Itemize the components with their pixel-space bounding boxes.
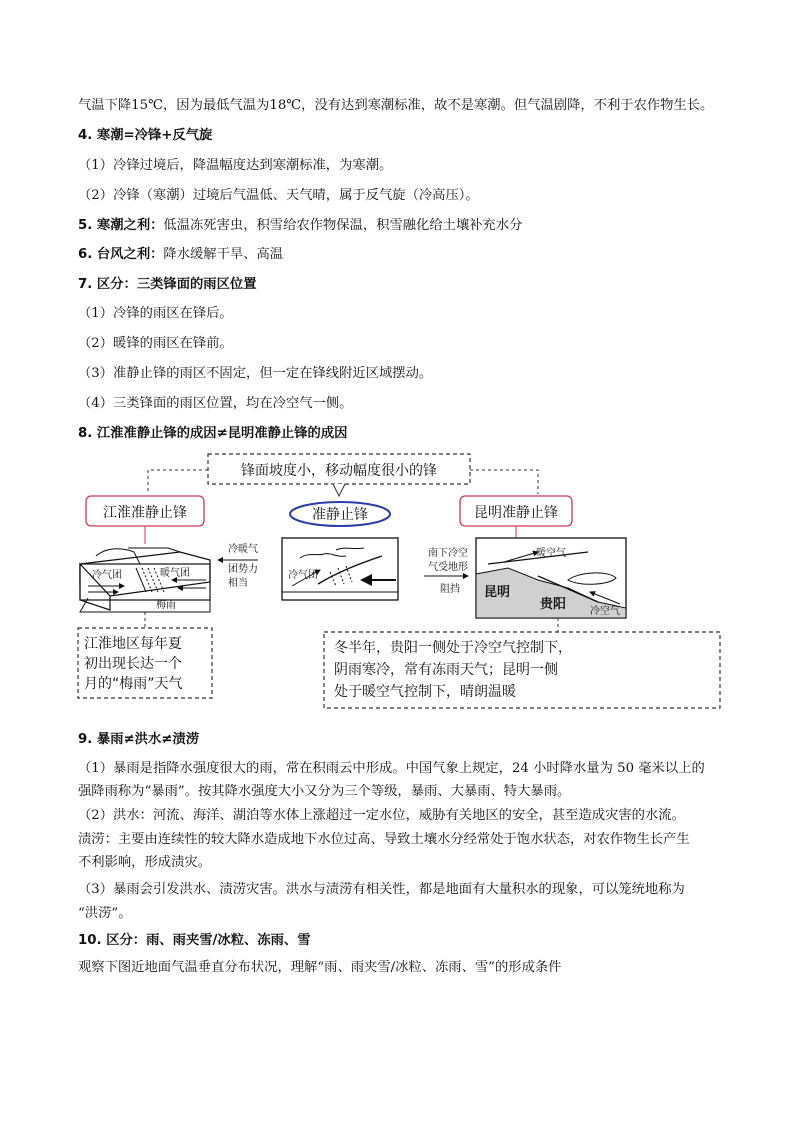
text-line: 不利影响，形成渍灾。 xyxy=(78,855,211,870)
bottom-right-note-line-1: 冬半年，贵阳一侧处于冷空气控制下， xyxy=(334,640,572,656)
left-rain-label: 梅雨 xyxy=(156,600,176,611)
left-cold-mass-label: 冷气团 xyxy=(92,570,122,581)
connector-pointer xyxy=(333,484,345,496)
front-diagram xyxy=(68,452,728,714)
text-line: （3）准静止锋的雨区不固定，但一定在锋线附近区域摆动。 xyxy=(78,366,433,381)
section-heading: 5. 寒潮之利： xyxy=(78,218,164,233)
right-diagram xyxy=(424,538,626,632)
text-span: 降水缓解干旱、高温 xyxy=(163,247,284,262)
bottom-left-note-line-2: 初出现长达一个 xyxy=(84,656,182,672)
left-note-line-1: 冷暖气 xyxy=(228,544,258,555)
right-title: 昆明准静止锋 xyxy=(474,505,558,521)
text-line: （2）洪水：河流、海洋、湖泊等水体上涨超过一定水位，威胁有关地区的安全，甚至造成灾害的水流。 xyxy=(78,808,685,823)
left-title: 江淮准静止锋 xyxy=(103,505,187,521)
text-span: 低温冻死害虫，积雪给农作物保温，积雪融化给土壤补充水分 xyxy=(163,218,523,233)
top-label: 锋面坡度小，移动幅度很小的锋 xyxy=(241,463,437,479)
section-heading: 10. 区分：雨、雨夹雪/冰粒、冻雨、雪 xyxy=(78,933,311,948)
connector-right xyxy=(470,470,538,494)
text-line xyxy=(78,216,728,236)
bottom-left-note-line-3: 月的“梅雨”天气 xyxy=(84,676,183,692)
left-block-diagram xyxy=(80,548,210,612)
right-note-line-3: 阻挡 xyxy=(440,584,460,595)
text-line xyxy=(78,245,728,265)
center-diagram xyxy=(282,538,398,600)
bottom-left-note-line-1: 江淮地区每年夏 xyxy=(84,636,182,652)
text-line: （2）暖锋的雨区在锋前。 xyxy=(78,336,233,351)
text-line: （3）暴雨会引发洪水、渍涝灾害。洪水与渍涝有相关性，都是地面有大量积水的现象，可以笼统地称为 xyxy=(78,882,685,897)
left-note-line-3: 相当 xyxy=(228,578,248,589)
text-line: （1）暴雨是指降水强度很大的雨，常在积雨云中形成。中国气象上规定，24 小时降水量为 50 毫米以上的 xyxy=(78,761,705,776)
right-note-line-1: 南下冷空 xyxy=(428,548,468,559)
right-note-line-2: 气受地形 xyxy=(428,562,468,573)
right-warm-air-label: 暖空气 xyxy=(536,548,566,559)
center-title: 准静止锋 xyxy=(312,507,368,523)
text-line: 观察下图近地面气温垂直分布状况，理解“雨、雨夹雪/冰粒、冻雨、雪”的形成条件 xyxy=(78,960,562,975)
section-heading: 7. 区分：三类锋面的雨区位置 xyxy=(78,277,257,292)
text-line: 强降雨称为“暴雨”。按其降水强度大小又分为三个等级，暴雨、大暴雨、特大暴雨。 xyxy=(78,784,571,799)
section-heading: 4. 寒潮=冷锋+反气旋 xyxy=(78,128,213,143)
text-line: （2）冷锋（寒潮）过境后气温低、天气晴，属于反气旋（冷高压）。 xyxy=(78,188,479,203)
connector-left xyxy=(148,470,208,494)
bottom-right-note-line-3: 处于暖空气控制下，晴朗温暖 xyxy=(334,684,516,700)
front-diagram-svg xyxy=(68,452,728,714)
right-guiyang-label: 贵阳 xyxy=(540,597,567,612)
left-note-line-2: 团势力 xyxy=(228,564,258,575)
center-cold-mass-label: 冷气团 xyxy=(288,570,318,581)
text-line: （1）冷锋过境后，降温幅度达到寒潮标准，为寒潮。 xyxy=(78,158,393,173)
text-line: 气温下降15℃，因为最低气温为18℃，没有达到寒潮标准，故不是寒潮。但气温剧降，不利于农作物生长。 xyxy=(78,98,714,113)
left-warm-mass-label: 暖气团 xyxy=(160,568,190,579)
text-line: 渍涝：主要由连续性的较大降水造成地下水位过高、导致土壤水分经常处于饱水状态，对农作物生长产生 xyxy=(78,832,690,847)
text-line: （4）三类锋面的雨区位置，均在冷空气一侧。 xyxy=(78,396,353,411)
section-heading: 6. 台风之利： xyxy=(78,247,164,262)
bottom-right-note-line-2: 阴雨寒冷，常有冻雨天气；昆明一侧 xyxy=(334,662,558,678)
text-line: “洪涝”。 xyxy=(78,906,132,921)
right-kunming-label: 昆明 xyxy=(484,585,511,600)
text-line: （1）冷锋的雨区在锋后。 xyxy=(78,306,233,321)
right-cold-air-label: 冷空气 xyxy=(590,606,620,617)
section-heading: 8. 江淮准静止锋的成因≠昆明准静止锋的成因 xyxy=(78,426,348,441)
section-heading: 9. 暴雨≠洪水≠渍涝 xyxy=(78,732,199,747)
